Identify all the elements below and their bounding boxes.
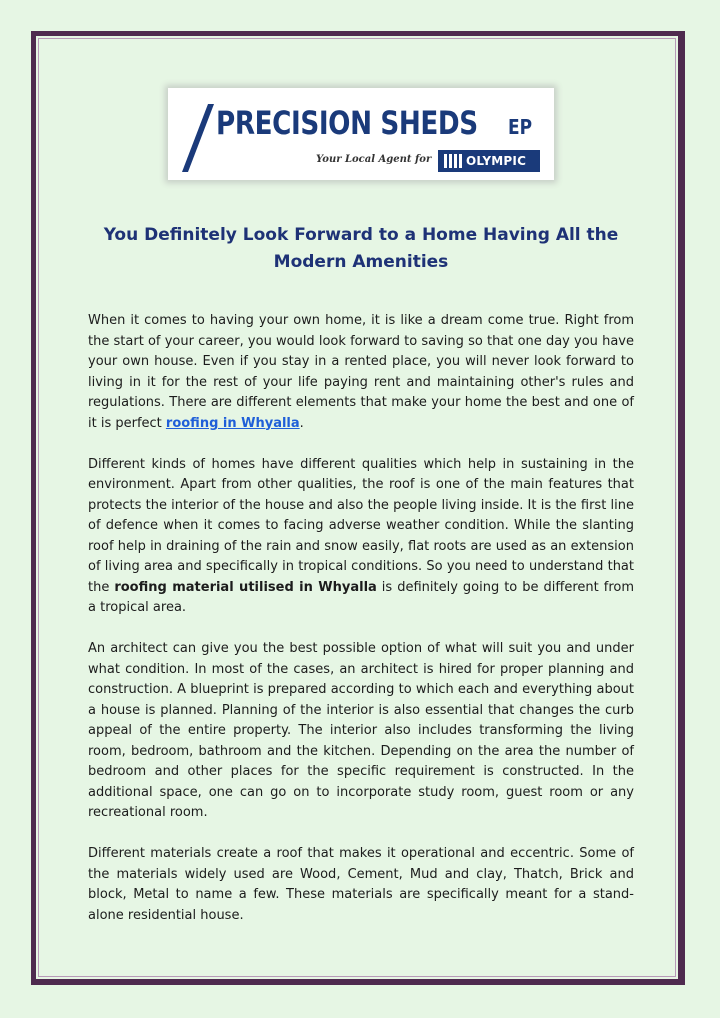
paragraph-4: Different materials create a roof that makes it operational and eccentric. Some of the materials widely used are Wood, Cement, Mud and clay, Thatch, Brick and block, Metal to name a few. These materials are specifically meant for a stand-alone residential house.: [88, 846, 634, 923]
logo-suffix: EP: [508, 115, 533, 139]
precision-sheds-logo: [168, 88, 554, 180]
roofing-whyalla-link[interactable]: roofing in Whyalla: [165, 415, 300, 431]
olympic-brand-name: OLYMPIC: [466, 154, 527, 168]
olympic-brand-badge: [438, 150, 540, 172]
article-body: [88, 311, 634, 947]
olympic-columns-icon: [444, 154, 462, 168]
paragraph-3: An architect can give you the best possible option of what will suit you and under what condition. In most of the cases, an architect is hired for proper planning and construction. A blueprint is prepared according to which each and everything about a house is planned. Planning of the interior is also essential that changes the curb appeal of the entire property. The interior also includes transforming the living room, bedroom, bathroom and the kitchen. Depending on the area the number of bedroom and other places for the specific requirement is constructed. In the additional space, one can go on to incorporate study room, guest room or any recreational room.: [88, 641, 634, 820]
paragraph-2: [88, 455, 634, 619]
paragraph-2-bold: roofing material utilised in Whyalla: [114, 579, 377, 595]
logo-name: PRECISION SHEDS: [216, 104, 478, 142]
paragraph-2-text: Different kinds of homes have different qualities which help in sustaining in the environment. Apart from other qualities, the roof is one of the main features that protects the interior of the house and also the people living inside. It is the first line of defence when it comes to facing adverse weather condition. While the slanting roof help in draining of the rain and snow easily, flat roots are used as an extension of living area and specifically in tropical conditions. So you need to understand that the: [88, 456, 634, 595]
logo-tagline: Your Local Agent for: [316, 154, 432, 165]
logo-slash-icon: [178, 100, 216, 176]
paragraph-1-end: .: [299, 415, 304, 431]
paragraph-1: [88, 311, 634, 434]
paragraph-1-text: When it comes to having your own home, it is like a dream come true. Right from the start of your career, you would look forward to saving so that one day you have your own house. Even if you stay in a rented place, you will never look forward to living in it for the rest of your life paying rent and maintaining other's rules and regulations. There are different elements that make your home the best and one of it is perfect: [88, 313, 634, 431]
paragraph-2-end: is definitely going to be different from a tropical area.: [88, 579, 634, 615]
article-title: You Definitely Look Forward to a Home Having All the Modern Amenities: [103, 225, 619, 272]
